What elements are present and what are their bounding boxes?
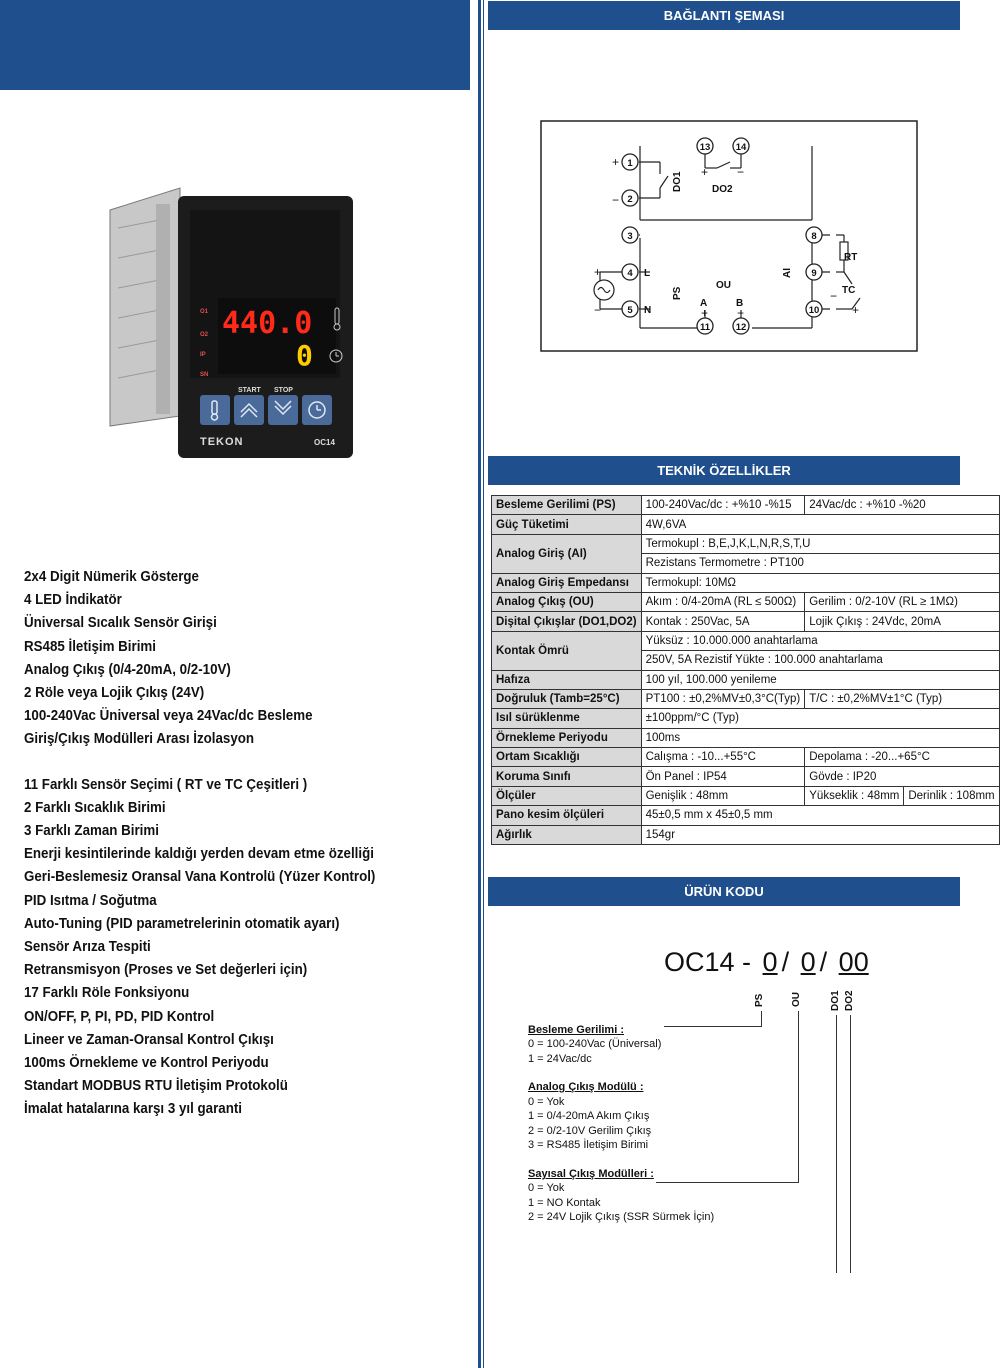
vertical-divider <box>478 0 481 1368</box>
code-field-do: 00 <box>838 947 869 977</box>
table-row: Ölçüler Genişlik : 48mm Yükseklik : 48mm Derinlik : 108mm <box>492 786 1000 805</box>
label-do1: DO1 <box>672 171 683 192</box>
table-row: Doğruluk (Tamb=25°C) PT100 : ±0,2%MV±0,3°C(Typ) T/C : ±0,2%MV±1°C (Typ) <box>492 689 1000 708</box>
wiring-diagram <box>540 120 918 352</box>
table-row: Koruma Sınıfı Ön Panel : IP54 Gövde : IP20 <box>492 767 1000 786</box>
terminal-12: 12 <box>735 322 747 333</box>
table-row: Analog Çıkış (OU) Akım : 0/4-20mA (RL ≤ 500Ω) Gerilim : 0/2-10V (RL ≥ 1MΩ) <box>492 592 1000 611</box>
legend-digital-item: 2 = 24V Lojik Çıkış (SSR Sürmek İçin) <box>528 1211 715 1223</box>
minus-2: − <box>612 193 620 207</box>
legend-supply-title: Besleme Gerilimi : <box>528 1024 624 1036</box>
label-do2: DO2 <box>712 184 733 195</box>
display-process-value: 440.0 <box>222 306 313 341</box>
vertical-divider-thin <box>483 0 484 1368</box>
minus-14: − <box>737 165 745 179</box>
spec-table <box>491 495 1000 845</box>
feature-item: Retransmisyon (Proses ve Set değerleri için) <box>24 962 308 979</box>
terminal-1: 1 <box>627 158 633 169</box>
label-ai: AI <box>782 268 793 278</box>
label-a: A <box>700 298 708 309</box>
feature-item: Auto-Tuning (PID parametrelerinin otomatik ayarı) <box>24 915 340 932</box>
code-prefix: OC14 - <box>664 947 752 977</box>
terminal-3: 3 <box>627 231 633 242</box>
legend-analog-item: 0 = Yok <box>528 1096 565 1108</box>
terminal-8: 8 <box>811 231 817 242</box>
start-label: START <box>238 387 261 394</box>
table-row: Hafıza 100 yıl, 100.000 yenileme <box>492 670 1000 689</box>
legend-digital-title: Sayısal Çıkış Modülleri : <box>528 1168 654 1180</box>
led-o2: O2 <box>200 332 209 338</box>
feature-item: PID Isıtma / Soğutma <box>24 892 157 909</box>
legend-digital-item: 1 = NO Kontak <box>528 1197 601 1209</box>
terminal-14: 14 <box>735 142 747 153</box>
label-n: N <box>644 305 652 316</box>
plus-1: + <box>612 155 620 169</box>
legend-analog-item: 1 = 0/4-20mA Akım Çıkış <box>528 1110 650 1122</box>
device-image <box>110 188 355 460</box>
table-row: Analog Giriş (AI) Termokupl : B,E,J,K,L,N,R,S,T,U <box>492 534 1000 553</box>
terminal-10: 10 <box>808 305 820 316</box>
feature-item: 17 Farklı Röle Fonksiyonu <box>24 985 190 1002</box>
table-row: Dişital Çıkışlar (DO1,DO2) Kontak : 250Vac, 5A Lojik Çıkış : 24Vdc, 20mA <box>492 612 1000 631</box>
feature-item: Analog Çıkış (0/4-20mA, 0/2-10V) <box>24 661 231 678</box>
legend-supply-item: 1 = 24Vac/dc <box>528 1053 592 1065</box>
vlabel-do2: DO2 <box>844 990 855 1011</box>
section-header-technical: TEKNİK ÖZELLİKLER <box>488 456 960 485</box>
feature-item: 11 Farklı Sensör Seçimi ( RT ve TC Çeşitleri ) <box>24 776 308 793</box>
code-field-ou: 0 <box>800 947 816 977</box>
connector-do2 <box>850 1015 851 1273</box>
table-row: Ağırlık 154gr <box>492 825 1000 844</box>
feature-item: Giriş/Çıkış Modülleri Arası İzolasyon <box>24 731 255 748</box>
terminal-9: 9 <box>811 268 817 279</box>
brand-logo: TEKON <box>200 436 244 448</box>
plus-tc: + <box>852 303 860 317</box>
feature-item: 2x4 Digit Nümerik Gösterge <box>24 569 199 585</box>
table-row: Kontak Ömrü Yüksüz : 10.000.000 anahtarlama <box>492 631 1000 650</box>
model-label: OC14 <box>314 438 335 447</box>
product-code-title <box>664 947 873 978</box>
feature-item: Lineer ve Zaman-Oransal Kontrol Çıkışı <box>24 1031 274 1048</box>
connector-ps-h <box>664 1026 762 1027</box>
connector-do1 <box>836 1015 837 1273</box>
feature-list <box>24 566 464 1122</box>
feature-item: Üniversal Sıcalık Sensör Girişi <box>24 615 217 632</box>
legend-analog-title: Analog Çıkış Modülü : <box>528 1081 644 1093</box>
legend-analog-item: 2 = 0/2-10V Gerilim Çıkış <box>528 1125 652 1137</box>
label-tc: TC <box>842 285 856 296</box>
label-ou: OU <box>716 280 731 291</box>
display-set-value: 0 <box>296 339 313 372</box>
feature-item: 100ms Örnekleme ve Kontrol Periyodu <box>24 1055 269 1072</box>
section-header-product-code: ÜRÜN KODU <box>488 877 960 906</box>
label-ps: PS <box>672 286 683 300</box>
feature-item: RS485 İletişim Birimi <box>24 638 156 655</box>
terminal-5: 5 <box>627 305 633 316</box>
vlabel-ou: OU <box>791 992 802 1007</box>
terminal-2: 2 <box>627 194 633 205</box>
minus-ac: − <box>594 303 602 317</box>
table-row: 250V, 5A Rezistif Yükte : 100.000 anahtarlama <box>492 651 1000 670</box>
vlabel-ps: PS <box>754 993 765 1007</box>
table-row: Besleme Gerilimi (PS) 100-240Vac/dc : +%10 -%15 24Vac/dc : +%10 -%20 <box>492 496 1000 515</box>
table-row: Ortam Sıcaklığı Calışma : -10...+55°C Depolama : -20...+65°C <box>492 748 1000 767</box>
feature-item: Enerji kesintilerinde kaldığı yerden devam etme özelliği <box>24 846 374 863</box>
minus-12: − <box>737 306 745 320</box>
table-row: Isıl sürüklenme ±100ppm/°C (Typ) <box>492 709 1000 728</box>
feature-item: 2 Farklı Sıcaklık Birimi <box>24 799 166 816</box>
label-rt: RT <box>844 252 858 263</box>
code-separator: / <box>819 947 828 977</box>
terminal-4: 4 <box>627 268 633 279</box>
feature-item: 3 Farklı Zaman Birimi <box>24 823 159 840</box>
legend-analog-item: 3 = RS485 İletişim Birimi <box>528 1139 649 1151</box>
led-o1: O1 <box>200 309 209 315</box>
feature-item: İmalat hatalarına karşı 3 yıl garanti <box>24 1101 242 1118</box>
code-separator: / <box>781 947 790 977</box>
vlabel-do1: DO1 <box>830 990 841 1011</box>
connector-ps <box>761 1011 762 1027</box>
table-row: Analog Giriş Empedansı Termokupl: 10MΩ <box>492 573 1000 592</box>
label-l: L <box>644 268 651 279</box>
feature-item: 100-240Vac Üniversal veya 24Vac/dc Besleme <box>24 708 313 725</box>
minus-tc: − <box>830 289 838 303</box>
table-row: Örnekleme Periyodu 100ms <box>492 728 1000 747</box>
product-code-section <box>488 935 960 1265</box>
left-header-banner <box>0 0 470 90</box>
legend-supply-item: 0 = 100-240Vac (Üniversal) <box>528 1038 662 1050</box>
terminal-11: 11 <box>699 322 711 333</box>
feature-item: ON/OFF, P, PI, PD, PID Kontrol <box>24 1008 215 1025</box>
feature-item: Geri-Beslemesiz Oransal Vana Kontrolü (Yüzer Kontrol) <box>24 869 376 886</box>
feature-item: Sensör Arıza Tespiti <box>24 939 151 956</box>
plus-ac: + <box>594 265 602 279</box>
feature-item: 4 LED İndikatör <box>24 592 122 609</box>
legend-digital-item: 0 = Yok <box>528 1182 565 1194</box>
led-sn: SN <box>200 372 209 378</box>
table-row: Pano kesim ölçüleri 45±0,5 mm x 45±0,5 mm <box>492 806 1000 825</box>
plus-11: + <box>701 306 709 320</box>
label-b: B <box>736 298 744 309</box>
terminal-13: 13 <box>699 142 711 153</box>
table-row: Güç Tüketimi 4W,6VA <box>492 515 1000 534</box>
code-field-ps: 0 <box>762 947 778 977</box>
section-header-connection: BAĞLANTI ŞEMASI <box>488 1 960 30</box>
feature-spacer <box>24 752 429 774</box>
table-row: Rezistans Termometre : PT100 <box>492 554 1000 573</box>
plus-13: + <box>701 165 709 179</box>
feature-item: 2 Röle veya Lojik Çıkış (24V) <box>24 685 205 702</box>
led-ip: IP <box>200 352 206 358</box>
feature-item: Standart MODBUS RTU İletişim Protokolü <box>24 1078 288 1095</box>
connector-ou-h <box>656 1182 799 1183</box>
connector-ou <box>798 1011 799 1183</box>
stop-label: STOP <box>274 387 293 394</box>
